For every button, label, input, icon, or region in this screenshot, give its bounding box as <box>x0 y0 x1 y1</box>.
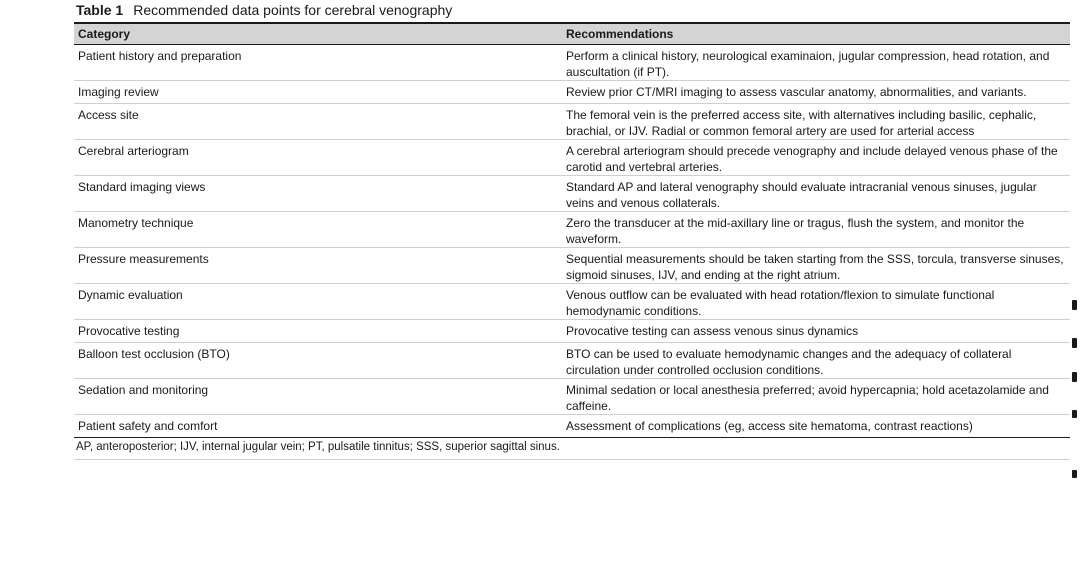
table-row <box>74 212 1070 248</box>
row-category: Provocative testing <box>74 320 562 343</box>
row-category: Balloon test occlusion (BTO) <box>74 343 562 379</box>
table-row <box>74 320 1070 343</box>
row-category: Access site <box>74 104 562 140</box>
row-recommendation: A cerebral arteriogram should precede venography and include delayed venous phase of the carotid and vertebral arteries. <box>562 140 1070 176</box>
header-category: Category <box>74 24 562 45</box>
table-footnote: AP, anteroposterior; IJV, internal jugular vein; PT, pulsatile tinnitus; SSS, superior sagittal sinus. <box>74 438 1070 460</box>
row-category: Sedation and monitoring <box>74 379 562 415</box>
cropped-adjacent-text <box>1072 0 1080 566</box>
header-recommendations: Recommendations <box>562 24 1070 45</box>
row-category: Dynamic evaluation <box>74 284 562 320</box>
cropped-glyph <box>1072 300 1077 310</box>
table-row <box>74 104 1070 140</box>
row-category: Patient history and preparation <box>74 45 562 81</box>
row-recommendation: Review prior CT/MRI imaging to assess vascular anatomy, abnormalities, and variants. <box>562 81 1070 104</box>
table-row <box>74 45 1070 81</box>
table-header-row <box>74 24 1070 45</box>
table-row <box>74 140 1070 176</box>
table-title: Recommended data points for cerebral venography <box>133 2 453 18</box>
table-container <box>74 0 1070 460</box>
row-category: Standard imaging views <box>74 176 562 212</box>
table-row <box>74 415 1070 438</box>
cropped-glyph <box>1072 470 1077 478</box>
cropped-glyph <box>1072 338 1077 348</box>
table-label: Table 1 <box>76 2 124 18</box>
row-recommendation: Zero the transducer at the mid-axillary line or tragus, flush the system, and monitor the waveform. <box>562 212 1070 248</box>
venography-table <box>74 24 1070 438</box>
table-row <box>74 176 1070 212</box>
row-category: Manometry technique <box>74 212 562 248</box>
cropped-glyph <box>1072 372 1077 382</box>
table-row <box>74 81 1070 104</box>
row-recommendation: Standard AP and lateral venography should evaluate intracranial venous sinuses, jugular veins and venous collaterals. <box>562 176 1070 212</box>
row-category: Cerebral arteriogram <box>74 140 562 176</box>
row-recommendation: BTO can be used to evaluate hemodynamic changes and the adequacy of collateral circulation under controlled occlusion conditions. <box>562 343 1070 379</box>
row-category: Pressure measurements <box>74 248 562 284</box>
row-recommendation: The femoral vein is the preferred access site, with alternatives including basilic, cephalic, brachial, or IJV. Radial or common femoral artery are used for arterial access <box>562 104 1070 140</box>
row-recommendation: Assessment of complications (eg, access site hematoma, contrast reactions) <box>562 415 1070 438</box>
row-category: Patient safety and comfort <box>74 415 562 438</box>
row-recommendation: Minimal sedation or local anesthesia preferred; avoid hypercapnia; hold acetazolamide and caffeine. <box>562 379 1070 415</box>
table-row <box>74 343 1070 379</box>
table-row <box>74 379 1070 415</box>
table-row <box>74 248 1070 284</box>
row-recommendation: Venous outflow can be evaluated with head rotation/flexion to simulate functional hemodynamic conditions. <box>562 284 1070 320</box>
row-recommendation: Perform a clinical history, neurological examinaion, jugular compression, head rotation, and auscultation (if PT). <box>562 45 1070 81</box>
row-category: Imaging review <box>74 81 562 104</box>
table-caption <box>74 0 1070 24</box>
table-row <box>74 284 1070 320</box>
row-recommendation: Provocative testing can assess venous sinus dynamics <box>562 320 1070 343</box>
cropped-glyph <box>1072 410 1077 418</box>
row-recommendation: Sequential measurements should be taken starting from the SSS, torcula, transverse sinuses, sigmoid sinuses, IJV, and ending at the right atrium. <box>562 248 1070 284</box>
